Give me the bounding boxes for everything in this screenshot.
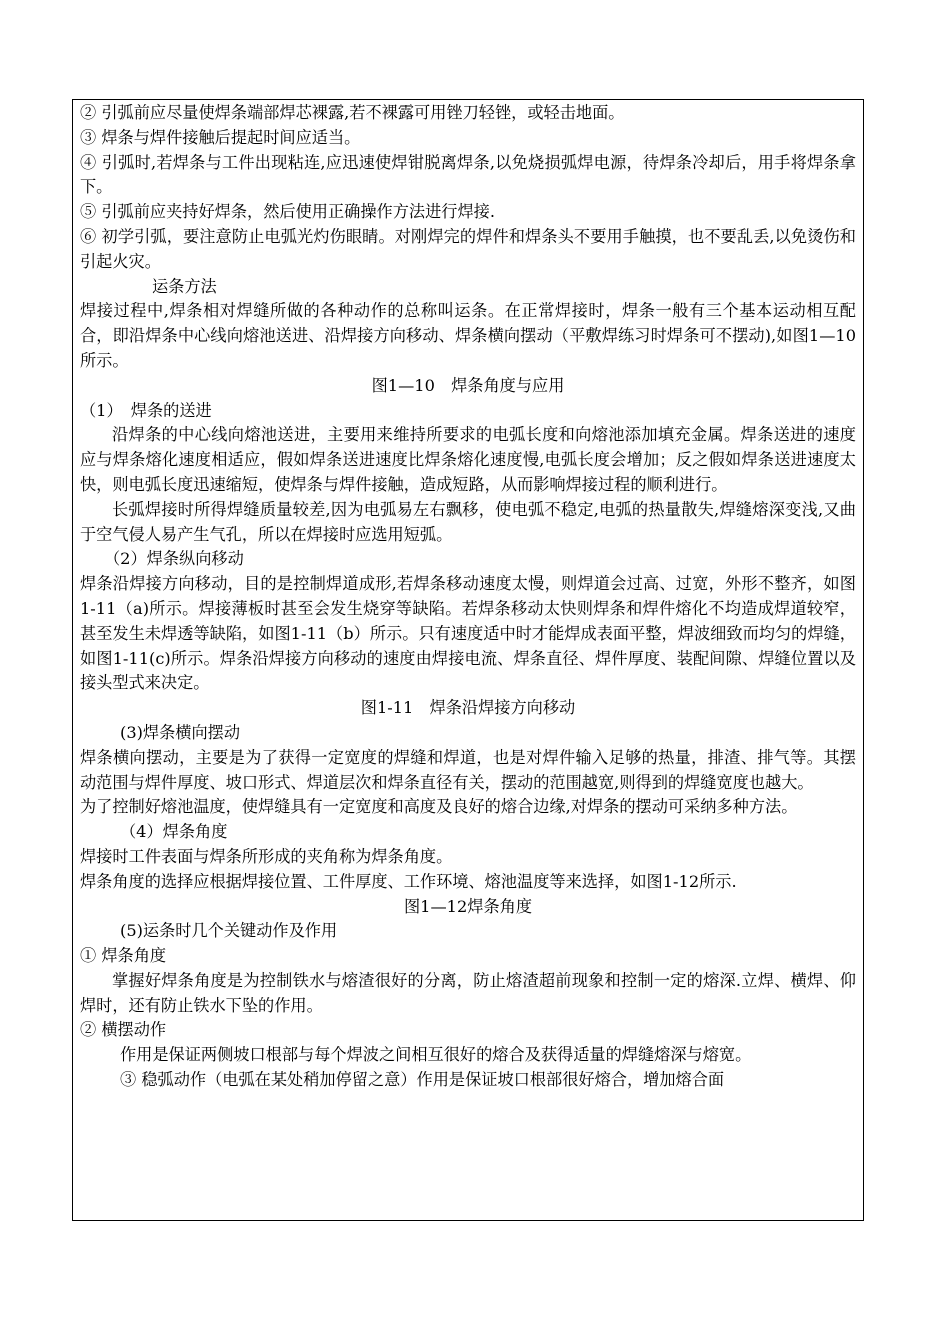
paragraph: 作用是保证两侧坡口根部与每个焊波之间相互很好的熔合及获得适量的焊缝熔深与熔宽。: [120, 1045, 752, 1065]
paragraph: (5)运条时几个关键动作及作用: [120, 921, 338, 941]
figure-caption: 图1-11 焊条沿焊接方向移动: [360, 698, 576, 718]
paragraph: 焊接时工件表面与焊条所形成的夹角称为焊条角度。: [80, 846, 453, 866]
paragraph: （4）焊条角度: [120, 822, 228, 842]
figure-caption: 图1—10 焊条角度与应用: [371, 375, 565, 395]
paragraph: 长弧焊接时所得焊缝质量较差,因为电弧易左右飘移，使电弧不稳定,电弧的热量散失,焊缝熔深变浅,又曲于空气侵人易产生气孔，所以在焊接时应选用短弧。: [80, 499, 856, 544]
paragraph: ⑥ 初学引弧，要注意防止电弧光灼伤眼睛。对刚焊完的焊件和焊条头不要用手触摸，也不要乱丢,以免烫伤和引起火灾。: [80, 226, 856, 271]
paragraph: ② 引弧前应尽量使焊条端部焊芯裸露,若不裸露可用锉刀轻锉，或轻击地面。: [80, 103, 625, 122]
paragraph: （2）焊条纵向移动: [104, 549, 244, 569]
paragraph: ③ 焊条与焊件接触后提起时间应适当。: [80, 127, 361, 147]
paragraph: 焊条角度的选择应根据焊接位置、工件厚度、工作环境、熔池温度等来选择，如图1-12所示.: [80, 871, 737, 891]
paragraph: (3)焊条横向摆动: [120, 722, 241, 742]
figure-caption: 图1—12焊条角度: [403, 896, 533, 916]
paragraph: ② 横摆动作: [80, 1020, 167, 1040]
paragraph: （1） 焊条的送进: [80, 400, 212, 420]
paragraph: 焊条横向摆动，主要是为了获得一定宽度的焊缝和焊道，也是对焊件输入足够的热量，排渣、排气等。其摆动范围与焊件厚度、坡口形式、焊道层次和焊条直径有关，摆动的范围越宽,则得到的焊缝宽度也越大。: [80, 747, 856, 792]
paragraph: 沿焊条的中心线向熔池送进，主要用来维持所要求的电弧长度和向熔池添加填充金属。焊条送进的速度应与焊条熔化速度相适应，假如焊条送进速度比焊条熔化速度慢,电弧长度会增加；反之假如焊条送进速度太快，则电弧长度迅速缩短，使焊条与焊件接触，造成短路，从而影响焊接过程的顺利进行。: [80, 425, 856, 494]
paragraph: 掌握好焊条角度是为控制铁水与熔渣很好的分离，防止熔渣超前现象和控制一定的熔深.立焊、横焊、仰焊时，还有防止铁水下坠的作用。: [80, 970, 856, 1015]
paragraph: 为了控制好熔池温度，使焊缝具有一定宽度和高度及良好的熔合边缘,对焊条的摆动可采纳多种方法。: [80, 797, 798, 817]
document-page: [72, 99, 864, 1221]
paragraph: ① 焊条角度: [80, 946, 167, 966]
paragraph: 运条方法: [152, 276, 217, 296]
paragraph: ⑤ 引弧前应夹持好焊条，然后使用正确操作方法进行焊接.: [80, 202, 495, 222]
paragraph: 焊接过程中,焊条相对焊缝所做的各种动作的总称叫运条。在正常焊接时，焊条一般有三个基本运动相互配合，即沿焊条中心线向熔池送进、沿焊接方向移动、焊条横向摆动（平敷焊练习时焊条可不摆动),如图1—10所示。: [80, 301, 856, 370]
paragraph: 焊条沿焊接方向移动，目的是控制焊道成形,若焊条移动速度太慢，则焊道会过高、过宽，外形不整齐，如图1-11（a)所示。焊接薄板时甚至会发生烧穿等缺陷。若焊条移动太快则焊条和焊件熔化不均造成焊道较窄，甚至发生未焊透等缺陷，如图1-11（b）所示。只有速度适中时才能焊成表面平整，焊波细致而均匀的焊缝，如图1-11(c)所示。焊条沿焊接方向移动的速度由焊接电流、焊条直径、焊件厚度、装配间隙、焊缝位置以及接头型式来决定。: [80, 574, 856, 693]
paragraph: ④ 引弧时,若焊条与工件出现粘连,应迅速使焊钳脱离焊条,以免烧损弧焊电源，待焊条冷却后，用手将焊条拿下。: [80, 152, 856, 197]
paragraph: ③ 稳弧动作（电弧在某处稍加停留之意）作用是保证坡口根部很好熔合，增加熔合面: [120, 1070, 725, 1090]
